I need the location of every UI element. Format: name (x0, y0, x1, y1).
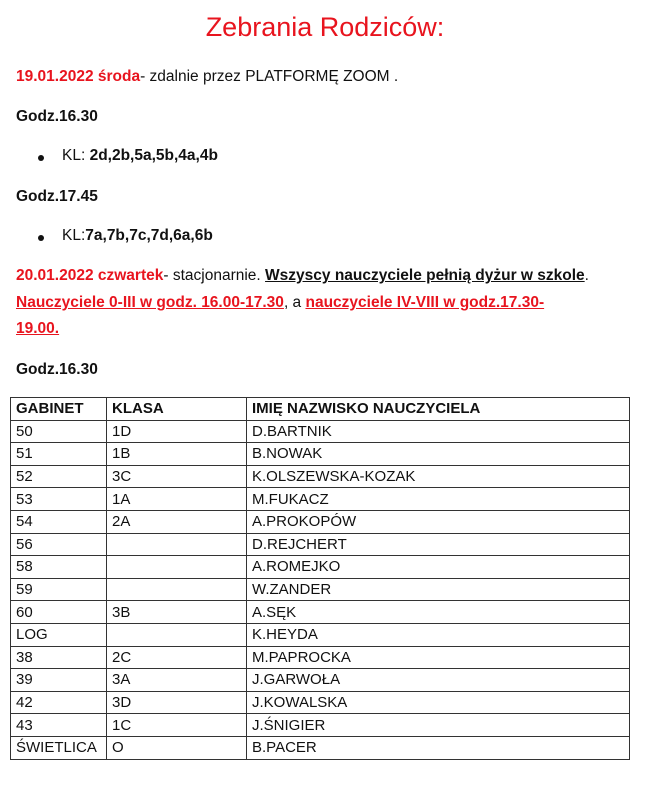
table-row (11, 510, 630, 533)
group-4-8-hours-end: 19.00. (16, 320, 60, 337)
room-cell: 59 (11, 578, 107, 601)
class-cell: 2A (107, 510, 247, 533)
teacher-cell: A.PROKOPÓW (247, 510, 630, 533)
teacher-cell: D.BARTNIK (247, 420, 630, 443)
room-cell: 52 (11, 465, 107, 488)
meeting-onsite-desc: - stacjonarnie. (163, 267, 266, 284)
room-cell: 50 (11, 420, 107, 443)
room-cell: LOG (11, 623, 107, 646)
class-cell (107, 623, 247, 646)
teacher-cell: J.GARWOŁA (247, 669, 630, 692)
teacher-cell: B.NOWAK (247, 443, 630, 466)
classes-prefix: KL: (62, 147, 90, 164)
teacher-cell: K.HEYDA (247, 623, 630, 646)
class-cell: 3C (107, 465, 247, 488)
room-cell: 58 (11, 556, 107, 579)
page-title: Zebrania Rodziców: (205, 12, 445, 42)
period: . (584, 267, 589, 284)
classes-list: 2d,2b,5a,5b,4a,4b (89, 147, 218, 164)
meeting-remote-date: 19.01.2022 środa (16, 68, 141, 85)
table-row (11, 736, 630, 759)
table-row (11, 714, 630, 737)
time-slot-3: Godz.16.30 (16, 361, 98, 378)
room-cell: 54 (11, 510, 107, 533)
teacher-cell: M.PAPROCKA (247, 646, 630, 669)
class-cell: 1A (107, 488, 247, 511)
class-cell: 1C (107, 714, 247, 737)
column-header-class: KLASA (107, 398, 247, 421)
table-row (11, 465, 630, 488)
room-cell: ŚWIETLICA (11, 736, 107, 759)
bullet-icon (38, 155, 44, 161)
classes-slot-1 (62, 147, 218, 165)
class-cell: 3B (107, 601, 247, 624)
teacher-cell: K.OLSZEWSKA-KOZAK (247, 465, 630, 488)
room-cell: 39 (11, 669, 107, 692)
classes-prefix: KL: (62, 227, 86, 244)
teacher-cell: W.ZANDER (247, 578, 630, 601)
teacher-cell: A.ROMEJKO (247, 556, 630, 579)
room-cell: 56 (11, 533, 107, 556)
time-slot-1: Godz.16.30 (16, 108, 98, 125)
teacher-cell: A.SĘK (247, 601, 630, 624)
class-cell: 2C (107, 646, 247, 669)
table-row (11, 601, 630, 624)
room-cell: 53 (11, 488, 107, 511)
meeting-onsite-line (16, 267, 589, 285)
meeting-remote-line (16, 68, 398, 86)
room-cell: 51 (11, 443, 107, 466)
table-row (11, 533, 630, 556)
group-0-3-hours: Nauczyciele 0-III w godz. 16.00-17.30 (16, 294, 284, 311)
meeting-onsite-date: 20.01.2022 czwartek (16, 267, 164, 284)
table-header-row (11, 398, 630, 421)
class-cell: 1B (107, 443, 247, 466)
table-row (11, 420, 630, 443)
teacher-cell: J.ŚNIGIER (247, 714, 630, 737)
classes-list: 7a,7b,7c,7d,6a,6b (85, 227, 213, 244)
meeting-onsite-groups (16, 294, 544, 312)
table-row (11, 623, 630, 646)
table-row (11, 556, 630, 579)
room-cell: 42 (11, 691, 107, 714)
room-cell: 43 (11, 714, 107, 737)
teacher-cell: B.PACER (247, 736, 630, 759)
teacher-cell: J.KOWALSKA (247, 691, 630, 714)
class-cell: 1D (107, 420, 247, 443)
meeting-remote-desc: - zdalnie przez PLATFORMĘ ZOOM . (140, 68, 399, 85)
room-cell: 60 (11, 601, 107, 624)
table-row (11, 443, 630, 466)
class-cell (107, 533, 247, 556)
class-cell (107, 578, 247, 601)
class-cell: O (107, 736, 247, 759)
class-cell: 3A (107, 669, 247, 692)
group-4-8-hours: nauczyciele IV-VIII w godz.17.30- (305, 294, 545, 311)
meeting-onsite-duty: Wszyscy nauczyciele pełnią dyżur w szkole (265, 267, 585, 284)
table-row (11, 646, 630, 669)
time-slot-2: Godz.17.45 (16, 188, 98, 205)
column-header-teacher: IMIĘ NAZWISKO NAUCZYCIELA (247, 398, 630, 421)
classes-slot-2 (62, 227, 213, 245)
table-row (11, 691, 630, 714)
column-header-room: GABINET (11, 398, 107, 421)
table-row (11, 669, 630, 692)
teacher-cell: M.FUKACZ (247, 488, 630, 511)
room-cell: 38 (11, 646, 107, 669)
teacher-cell: D.REJCHERT (247, 533, 630, 556)
class-cell: 3D (107, 691, 247, 714)
class-cell (107, 556, 247, 579)
separator: , a (283, 294, 306, 311)
table-row (11, 488, 630, 511)
bullet-icon (38, 235, 44, 241)
table-row (11, 578, 630, 601)
teachers-table (10, 397, 630, 760)
